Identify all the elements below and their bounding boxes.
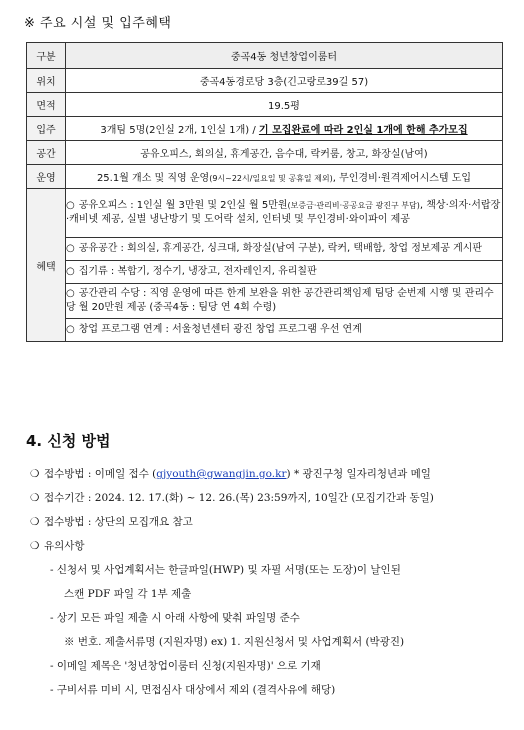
benefit-text: 공유오피스 : 1인실 월 3만원 및 2인실 월 5만원 bbox=[78, 200, 288, 211]
benefits-label: 혜택 bbox=[27, 189, 66, 342]
list-item bbox=[30, 486, 510, 510]
operation-value bbox=[66, 165, 503, 189]
space-value: 공유오피스, 회의실, 휴게공간, 음수대, 락커룸, 창고, 화장실(남여) bbox=[66, 141, 503, 165]
benefit-text: 공간관리 수당 : 직영 운영에 따른 한계 보완을 위한 공간관리책임제 팀당 순번제 시행 및 관리수당 월 20만원 제공 (중곡4동 : 팀당 연 4회 수령) bbox=[66, 288, 494, 313]
circle-bullet-icon: ○ bbox=[66, 266, 75, 277]
table-row bbox=[27, 93, 503, 117]
note-item: - 상기 모든 파일 제출 시 아래 사항에 맞춰 파일명 준수 bbox=[50, 612, 300, 624]
occupancy-plain: 3개팀 5명(2인실 2개, 1인실 1개) / bbox=[100, 125, 259, 136]
area-value: 19.5평 bbox=[66, 93, 503, 117]
operation-text-b: , 무인경비·원격제어시스템 도입 bbox=[332, 173, 472, 184]
circle-bullet-icon: ○ bbox=[66, 200, 75, 211]
circle-bullet-icon: ○ bbox=[66, 324, 75, 335]
table-row bbox=[27, 69, 503, 93]
benefit-text: 공유공간 : 회의실, 휴게공간, 싱크대, 화장실(남여 구분), 락커, 택배함, 창업 정보제공 게시판 bbox=[78, 243, 483, 254]
location-value: 중곡4동경로당 3층(긴고랑로39길 57) bbox=[66, 69, 503, 93]
table-row bbox=[27, 117, 503, 141]
benefit-text: 창업 프로그램 연계 : 서울청년센터 광진 창업 프로그램 우선 연계 bbox=[78, 324, 362, 335]
application-list bbox=[30, 462, 510, 702]
period-text: 접수기간 : 2024. 12. 17.(화) ~ 12. 26.(목) 23:59까지, 10일간 (모집기간과 동일) bbox=[44, 492, 434, 504]
occupancy-value bbox=[66, 117, 503, 141]
list-item bbox=[30, 534, 510, 558]
list-item bbox=[30, 510, 510, 534]
benefit-item bbox=[66, 319, 503, 342]
note-subitem: ※ 번호. 제출서류명 (지원자명) ex) 1. 지원신청서 및 사업계획서 (박광진) bbox=[64, 636, 405, 648]
area-label: 면적 bbox=[27, 93, 66, 117]
benefits-row bbox=[27, 238, 503, 261]
note-item: - 구비서류 미비 시, 면접심사 대상에서 제외 (결격사유에 해당) bbox=[50, 684, 336, 696]
operation-label: 운영 bbox=[27, 165, 66, 189]
benefits-row bbox=[27, 261, 503, 284]
location-label: 위치 bbox=[27, 69, 66, 93]
note-item: - 이메일 제목은 '청년창업이룸터 신청(지원자명)' 으로 기재 bbox=[50, 660, 321, 672]
benefit-text: 집기류 : 복합기, 정수기, 냉장고, 전자레인지, 유리칠판 bbox=[78, 266, 317, 277]
header-value: 중곡4동 청년창업이룸터 bbox=[66, 43, 503, 69]
benefit-item bbox=[66, 238, 503, 261]
benefits-row bbox=[27, 284, 503, 319]
space-label: 공간 bbox=[27, 141, 66, 165]
benefit-note: (보증금·관리비·공공요금 광진구 부담) bbox=[287, 201, 420, 210]
note-item: - 신청서 및 사업계획서는 한글파일(HWP) 및 자필 서명(또는 도장)이 날인된 bbox=[50, 564, 401, 576]
operation-hours: (9시~22시/일요일 및 공휴일 제외) bbox=[209, 174, 333, 183]
circle-bullet-icon: ○ bbox=[66, 243, 75, 254]
list-item bbox=[30, 462, 510, 486]
hollow-circle-bullet-icon: ❍ bbox=[30, 516, 40, 528]
hollow-circle-bullet-icon: ❍ bbox=[30, 492, 40, 504]
benefit-item bbox=[66, 284, 503, 319]
benefit-item bbox=[66, 189, 503, 238]
section4-title: 4. 신청 방법 bbox=[26, 432, 111, 450]
benefits-row bbox=[27, 319, 503, 342]
benefit-text-cont: , 책상·의자·서랍장·캐비넷 제공, 실별 냉난방기 및 도어락 설치, 인터넷 및 무인경비·와이파이 제공 bbox=[66, 200, 501, 225]
header-label: 구분 bbox=[27, 43, 66, 69]
table-header-row bbox=[27, 43, 503, 69]
hollow-circle-bullet-icon: ❍ bbox=[30, 540, 40, 552]
operation-text-a: 25.1월 개소 및 직영 운영 bbox=[96, 173, 210, 184]
email-link[interactable]: gjyouth@gwangjin.go.kr bbox=[156, 468, 287, 480]
section-title: ※ 주요 시설 및 입주혜택 bbox=[24, 16, 172, 31]
circle-bullet-icon: ○ bbox=[66, 288, 75, 299]
notes-title: 유의사항 bbox=[44, 540, 85, 552]
method-suffix: ) * 광진구청 일자리청년과 메일 bbox=[286, 468, 431, 480]
method-prefix: 접수방법 : 이메일 접수 ( bbox=[44, 468, 157, 480]
note-item-cont: 스캔 PDF 파일 각 1부 제출 bbox=[64, 588, 192, 600]
hollow-circle-bullet-icon: ❍ bbox=[30, 468, 40, 480]
benefit-item bbox=[66, 261, 503, 284]
facility-table bbox=[26, 42, 503, 342]
benefits-row bbox=[27, 189, 503, 238]
occupancy-label: 입주 bbox=[27, 117, 66, 141]
table-row bbox=[27, 165, 503, 189]
method2-text: 접수방법 : 상단의 모집개요 참고 bbox=[44, 516, 193, 528]
table-row bbox=[27, 141, 503, 165]
occupancy-emphasis: 기 모집완료에 따라 2인실 1개에 한해 추가모집 bbox=[258, 125, 468, 136]
